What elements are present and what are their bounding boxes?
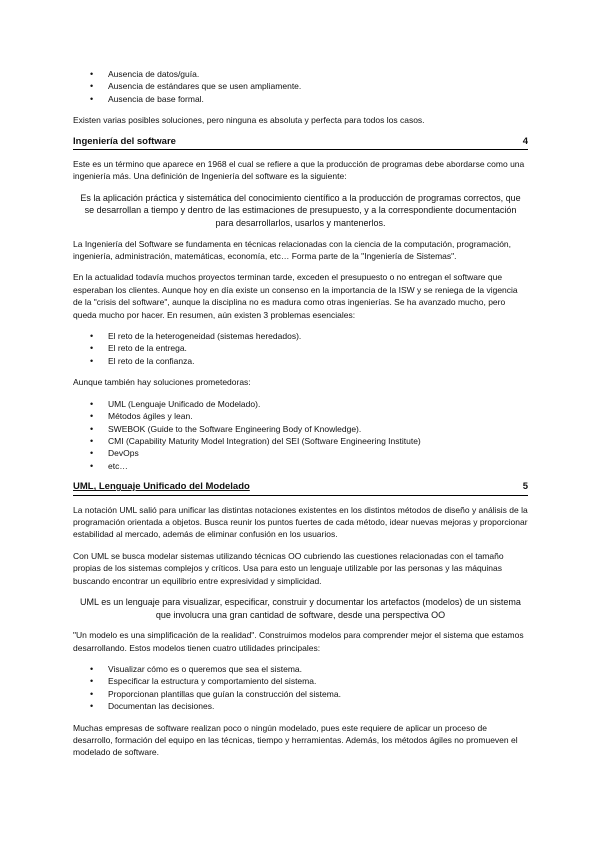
solutions-list [73, 398, 528, 472]
list-item: • Ausencia de base formal. [73, 93, 528, 105]
list-item: • El reto de la confianza. [73, 355, 528, 367]
uml-definition-quote: UML es un lenguaje para visualizar, especificar, construir y documentar los artefactos (modelos) de un sistema que involucra una gran cantidad de software, desde una perspectiva OO [80, 596, 521, 620]
section-page-number: 5 [522, 481, 528, 493]
paragraph: La Ingeniería del Software se fundamenta en técnicas relacionadas con la ciencia de la computación, programación, ingeniería, administración, matemáticas, economía, etc… Forma parte de la "Ingeniería de Sistemas". [73, 238, 512, 262]
intro-bullet-list [73, 68, 528, 105]
list-item: • El reto de la entrega. [73, 342, 528, 354]
list-item: • CMI (Capability Maturity Model Integration) del SEI (Software Engineering Institute) [73, 435, 528, 447]
list-item: • UML (Lenguaje Unificado de Modelado). [73, 398, 528, 410]
paragraph: "Un modelo es una simplificación de la realidad". Construimos modelos para comprender mejor el sistema que estamos desarrollando. Estos modelos tienen cuatro utilidades principales: [73, 630, 524, 653]
paragraph: Este es un término que aparece en 1968 el cual se refiere a que la producción de programas debe abordarse como una ingeniería más. Una definición de Ingeniería del software es la siguiente: [73, 159, 525, 182]
paragraph: Muchas empresas de software realizan poco o ningún modelado, pues este requiere de aplicar un proceso de desarrollo, formación del equipo en las técnicas, tiempo y herramientas. Además, los métodos ágiles no promueven el modelado de software. [73, 722, 518, 758]
paragraph: Con UML se busca modelar sistemas utilizando técnicas OO cubriendo las cuestiones relacionadas con el tamaño propias de los sistemas complejos y críticos. Usa para esto un lenguaje utilizable por las personas y las máquinas buscando encontrar un equilibrio entre expresividad y simplicidad. [73, 550, 504, 586]
list-item: • El reto de la heterogeneidad (sistemas heredados). [73, 330, 528, 342]
section-title: UML, Lenguaje Unificado del Modelado [73, 481, 250, 493]
list-item: • Proporcionan plantillas que guían la construcción del sistema. [73, 688, 528, 700]
page-content [73, 68, 528, 759]
list-item: • Ausencia de estándares que se usen ampliamente. [73, 80, 528, 92]
section-heading-software-engineering [73, 136, 528, 150]
list-item: • Especificar la estructura y comportamiento del sistema. [73, 675, 528, 687]
definition-quote: Es la aplicación práctica y sistemática del conocimiento científico a la producción de programas correctos, que se desarrollan a tiempo y dentro de las estimaciones de presupuesto, y a la correspondiente documentación para desarrollarlos, usarlos y mantenerlos. [80, 192, 521, 229]
intro-note: Existen varias posibles soluciones, pero ninguna es absoluta y perfecta para todos los casos. [73, 115, 425, 126]
list-item: • Ausencia de datos/guía. [73, 68, 528, 80]
list-item: • Documentan las decisiones. [73, 700, 528, 712]
section-heading-uml [73, 481, 528, 495]
list-item: • Visualizar cómo es o queremos que sea el sistema. [73, 663, 528, 675]
problems-list [73, 330, 528, 367]
paragraph: En la actualidad todavía muchos proyectos terminan tarde, exceden el presupuesto o no entregan el software que esperaban los clientes. Aunque hoy en día existe un consenso en la importancia de la ISW y se reniega de la vigencia de la "crisis del software", aunque la disciplina no es madura como otras ingenierías. Se ha avanzado mucho, pero queda mucho por hacer. En resumen, aún existen 3 problemas esenciales: [73, 272, 518, 320]
list-item: • etc… [73, 460, 528, 472]
model-uses-list [73, 663, 528, 713]
section-page-number: 4 [522, 135, 528, 147]
section-title: Ingeniería del software [73, 135, 176, 147]
paragraph: Aunque también hay soluciones prometedoras: [73, 377, 251, 388]
list-item: • SWEBOK (Guide to the Software Engineering Body of Knowledge). [73, 423, 528, 435]
paragraph: La notación UML salió para unificar las distintas notaciones existentes en los distintos métodos de diseño y análisis de la programación orientada a objetos. Busca reunir los puntos fuertes de cada método, idear nuevas mejoras y proporcionar estabilidad al mercado, además de eliminar confusión en los usuarios. [73, 504, 528, 540]
list-item: • DevOps [73, 447, 528, 459]
list-item: • Métodos ágiles y lean. [73, 410, 528, 422]
